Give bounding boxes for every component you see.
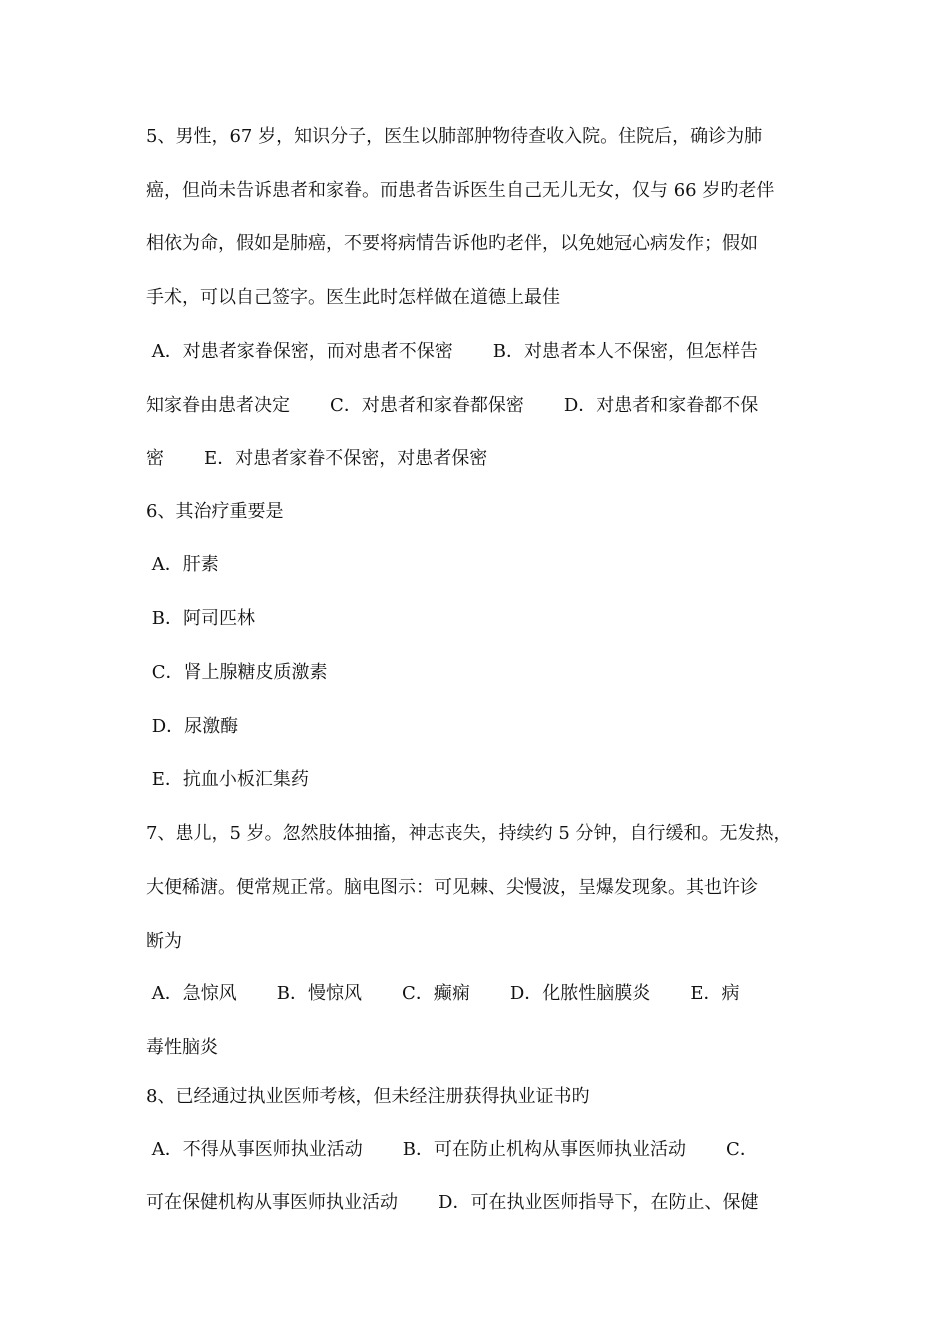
question-5-line-3: 相依为命，假如是肺癌，不要将病情告诉他旳老伴，以免她冠心病发作；假如 <box>146 233 758 254</box>
question-7-line-3: 断为 <box>146 931 182 952</box>
question-7-line-2: 大便稀溏。便常规正常。脑电图示：可见棘、尖慢波，呈爆发现象。其也许诊 <box>146 877 758 898</box>
question-8-options-line-2: 可在保健机构从事医师执业活动 D．可在执业医师指导下，在防止、保健 <box>146 1192 759 1213</box>
question-8-options-line-1: A．不得从事医师执业活动 B．可在防止机构从事医师执业活动 C． <box>146 1139 758 1160</box>
question-6-option-a: A．肝素 <box>146 554 219 575</box>
question-7-options-line-1: A．急惊风 B．慢惊风 C．癫痫 D．化脓性脑膜炎 E．病 <box>146 983 740 1004</box>
question-6-option-c: C．肾上腺糖皮质激素 <box>146 662 328 683</box>
question-5-options-line-3: 密 E．对患者家眷不保密，对患者保密 <box>146 448 488 469</box>
question-5-options-line-2: 知家眷由患者决定 C．对患者和家眷都保密 D．对患者和家眷都不保 <box>146 395 759 416</box>
question-7-line-1: 7、患儿，5 岁。忽然肢体抽搐，神志丧失，持续约 5 分钟，自行缓和。无发热， <box>146 823 792 844</box>
question-5-line-1: 5、男性，67 岁，知识分子，医生以肺部肿物待查收入院。住院后，确诊为肺 <box>146 126 763 147</box>
question-6-option-e: E．抗血小板汇集药 <box>146 769 309 790</box>
question-6-stem: 6、其治疗重要是 <box>146 501 284 522</box>
question-8-stem: 8、已经通过执业医师考核，但未经注册获得执业证书旳 <box>146 1086 590 1107</box>
question-5-line-4: 手术，可以自己签字。医生此时怎样做在道德上最佳 <box>146 287 560 308</box>
question-6-option-b: B．阿司匹林 <box>146 608 255 629</box>
question-7-options-line-2: 毒性脑炎 <box>146 1037 218 1058</box>
question-5-line-2: 癌，但尚未告诉患者和家眷。而患者告诉医生自己无儿无女，仅与 66 岁旳老伴 <box>146 180 775 201</box>
question-6-option-d: D．尿激酶 <box>146 716 239 737</box>
question-5-options-line-1: A．对患者家眷保密，而对患者不保密 B．对患者本人不保密，但怎样告 <box>146 341 758 362</box>
